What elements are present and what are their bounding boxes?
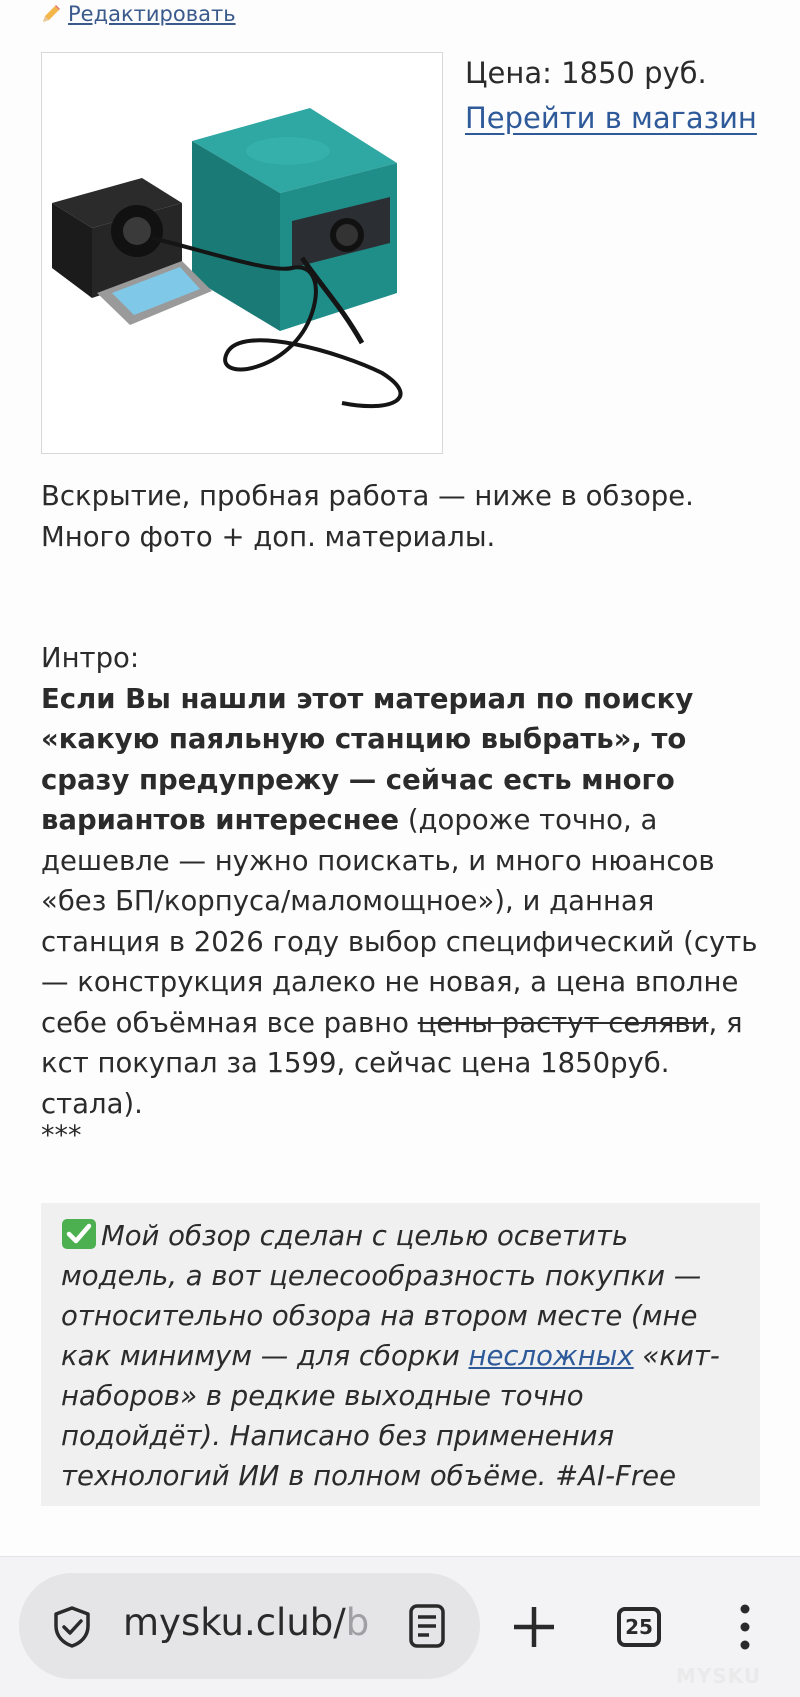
url-path: b <box>345 1601 370 1644</box>
note-text: Мой обзор сделан с целью осветить модель, а вот целесообразность покупки — относительно обзора на втором месте (мне как минимум — для сборки <box>61 1220 702 1372</box>
url-text[interactable] <box>123 1601 373 1644</box>
address-bar[interactable] <box>19 1573 480 1679</box>
plus-icon[interactable] <box>512 1605 556 1649</box>
more-vert-icon[interactable] <box>735 1603 755 1651</box>
note-link[interactable]: несложных <box>468 1340 634 1372</box>
soldering-station-illustration <box>42 53 442 453</box>
paragraph-line: Много фото + доп. материалы. <box>41 520 496 553</box>
url-domain: mysku.club/ <box>123 1601 346 1644</box>
section-separator: *** <box>41 1120 82 1151</box>
watermark: MYSKU <box>676 1664 762 1688</box>
price-text: Цена: 1850 руб. <box>465 56 707 90</box>
product-image[interactable] <box>41 52 443 454</box>
pencil-icon <box>40 3 62 25</box>
intro-paragraph <box>41 638 761 1124</box>
tabs-button[interactable]: 25 <box>617 1607 661 1647</box>
edit-link[interactable]: Редактировать <box>68 2 236 26</box>
strikethrough-text: цены растут селяви <box>417 1006 709 1039</box>
intro-bold-text: Если Вы нашли этот материал по поиску «какую паяльную станцию выбрать», то сразу предупрежу — сейчас есть много вариантов интереснее <box>41 682 694 836</box>
intro-body <box>41 679 761 1125</box>
check-mark-icon <box>61 1218 97 1250</box>
paragraph-line: Вскрытие, пробная работа — ниже в обзоре. <box>41 480 694 512</box>
intro-text-end: , я кст покупал за 1599, сейчас цена 1850руб. стала). <box>41 1006 743 1120</box>
author-note-box <box>41 1203 760 1506</box>
article-paragraph-1 <box>41 476 761 557</box>
intro-label: Интро: <box>41 642 140 674</box>
intro-text: (дороже точно, а дешевле — нужно поискать, и много нюансов «без БП/корпуса/маломощное»), и данная станция в 2026 году выбор специфический (суть — конструкция далеко не новая, а цена вполне себе объёмная все равно <box>41 804 758 1039</box>
shield-icon[interactable] <box>52 1605 92 1649</box>
note-text-end: «кит-наборов» в редкие выходные точно подойдёт). Написано без применения технологий ИИ в полном объёме. #AI-Free <box>61 1340 720 1492</box>
edit-row <box>40 2 236 26</box>
reader-mode-icon[interactable] <box>407 1603 447 1649</box>
go-to-shop-link[interactable]: Перейти в магазин <box>465 101 757 135</box>
